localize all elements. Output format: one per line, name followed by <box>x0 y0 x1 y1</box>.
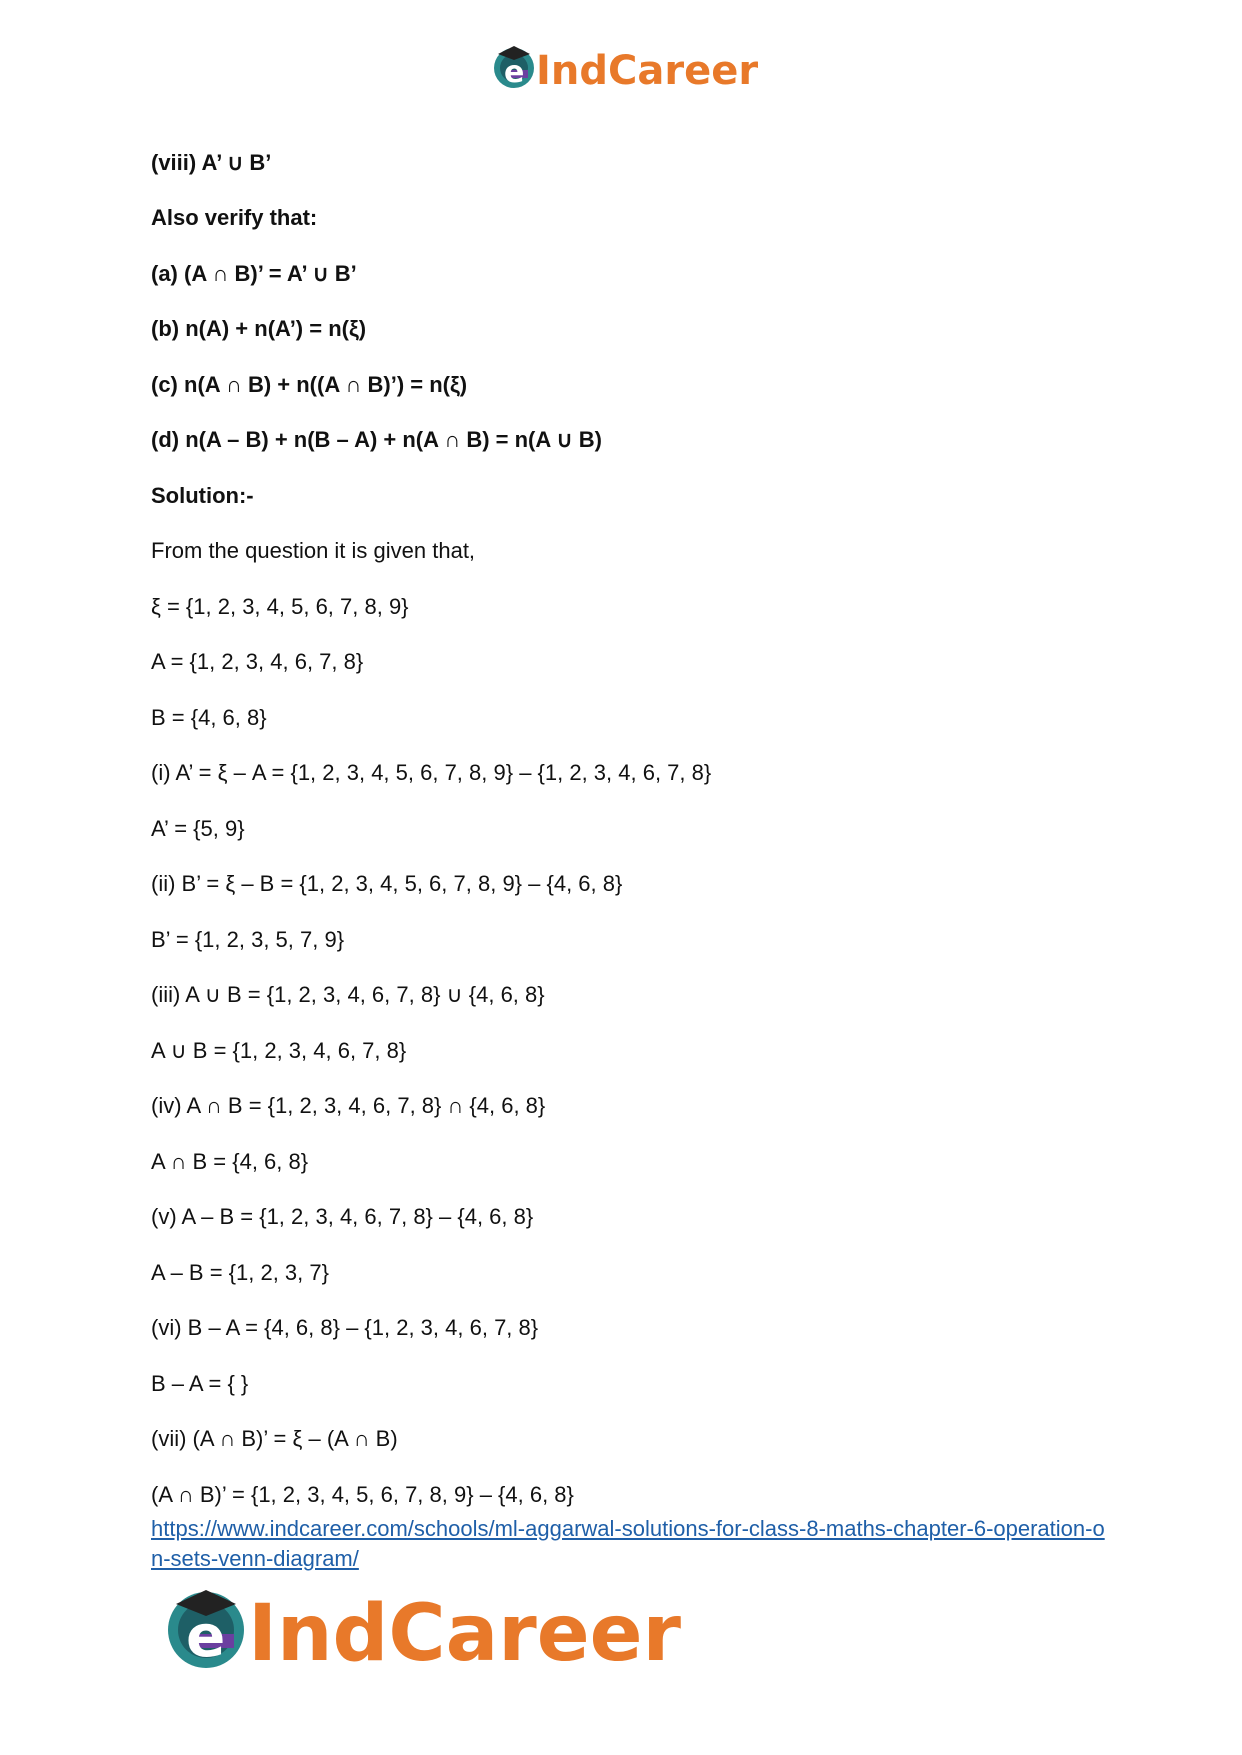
verify-item-a: (a) (A ∩ B)’ = A’ ∪ B’ <box>151 261 357 286</box>
result-vi: B – A = { } <box>151 1371 249 1396</box>
step-vii: (vii) (A ∩ B)’ = ξ – (A ∩ B) <box>151 1426 398 1451</box>
indcareer-footer-logo-icon <box>160 1578 700 1679</box>
result-iii: A ∪ B = {1, 2, 3, 4, 6, 7, 8} <box>151 1038 407 1063</box>
verify-item-d: (d) n(A – B) + n(B – A) + n(A ∩ B) = n(A ∪ B) <box>151 427 602 452</box>
logo-wordmark: IndCareer <box>536 48 759 94</box>
verify-item-b: (b) n(A) + n(A’) = n(ξ) <box>151 316 367 341</box>
footer-logo-wordmark: IndCareer <box>248 1589 681 1679</box>
set-a: A = {1, 2, 3, 4, 6, 7, 8} <box>151 649 364 674</box>
step-iii: (iii) A ∪ B = {1, 2, 3, 4, 6, 7, 8} ∪ {4, 6, 8} <box>151 982 545 1007</box>
question-item-viii: (viii) A’ ∪ B’ <box>151 150 272 175</box>
solution-intro: From the question it is given that, <box>151 538 476 563</box>
result-vii: (A ∩ B)’ = {1, 2, 3, 4, 5, 6, 7, 8, 9} – {4, 6, 8} <box>151 1482 574 1507</box>
svg-text:e: e <box>504 55 525 90</box>
set-b: B = {4, 6, 8} <box>151 705 267 730</box>
result-iv: A ∩ B = {4, 6, 8} <box>151 1149 309 1174</box>
step-i: (i) A’ = ξ – A = {1, 2, 3, 4, 5, 6, 7, 8, 9} – {1, 2, 3, 4, 6, 7, 8} <box>151 760 712 785</box>
result-i: A’ = {5, 9} <box>151 816 245 841</box>
step-ii: (ii) B’ = ξ – B = {1, 2, 3, 4, 5, 6, 7, 8, 9} – {4, 6, 8} <box>151 871 623 896</box>
set-universal: ξ = {1, 2, 3, 4, 5, 6, 7, 8, 9} <box>151 594 409 619</box>
result-v: A – B = {1, 2, 3, 7} <box>151 1260 329 1285</box>
svg-text:e: e <box>186 1602 226 1670</box>
source-link[interactable]: https://www.indcareer.com/schools/ml-aggarwal-solutions-for-class-8-maths-chapter-6-operation-on-sets-venn-diagram/ <box>151 1516 1105 1571</box>
result-ii: B’ = {1, 2, 3, 5, 7, 9} <box>151 927 345 952</box>
solution-heading: Solution:- <box>151 483 254 508</box>
step-v: (v) A – B = {1, 2, 3, 4, 6, 7, 8} – {4, 6, 8} <box>151 1204 534 1229</box>
indcareer-logo-icon <box>488 40 768 92</box>
header-logo <box>488 40 768 92</box>
verify-item-c: (c) n(A ∩ B) + n((A ∩ B)’) = n(ξ) <box>151 372 468 397</box>
step-iv: (iv) A ∩ B = {1, 2, 3, 4, 6, 7, 8} ∩ {4, 6, 8} <box>151 1093 546 1118</box>
step-vi: (vi) B – A = {4, 6, 8} – {1, 2, 3, 4, 6, 7, 8} <box>151 1315 539 1340</box>
footer-logo <box>160 1578 700 1679</box>
verify-heading: Also verify that: <box>151 205 318 230</box>
